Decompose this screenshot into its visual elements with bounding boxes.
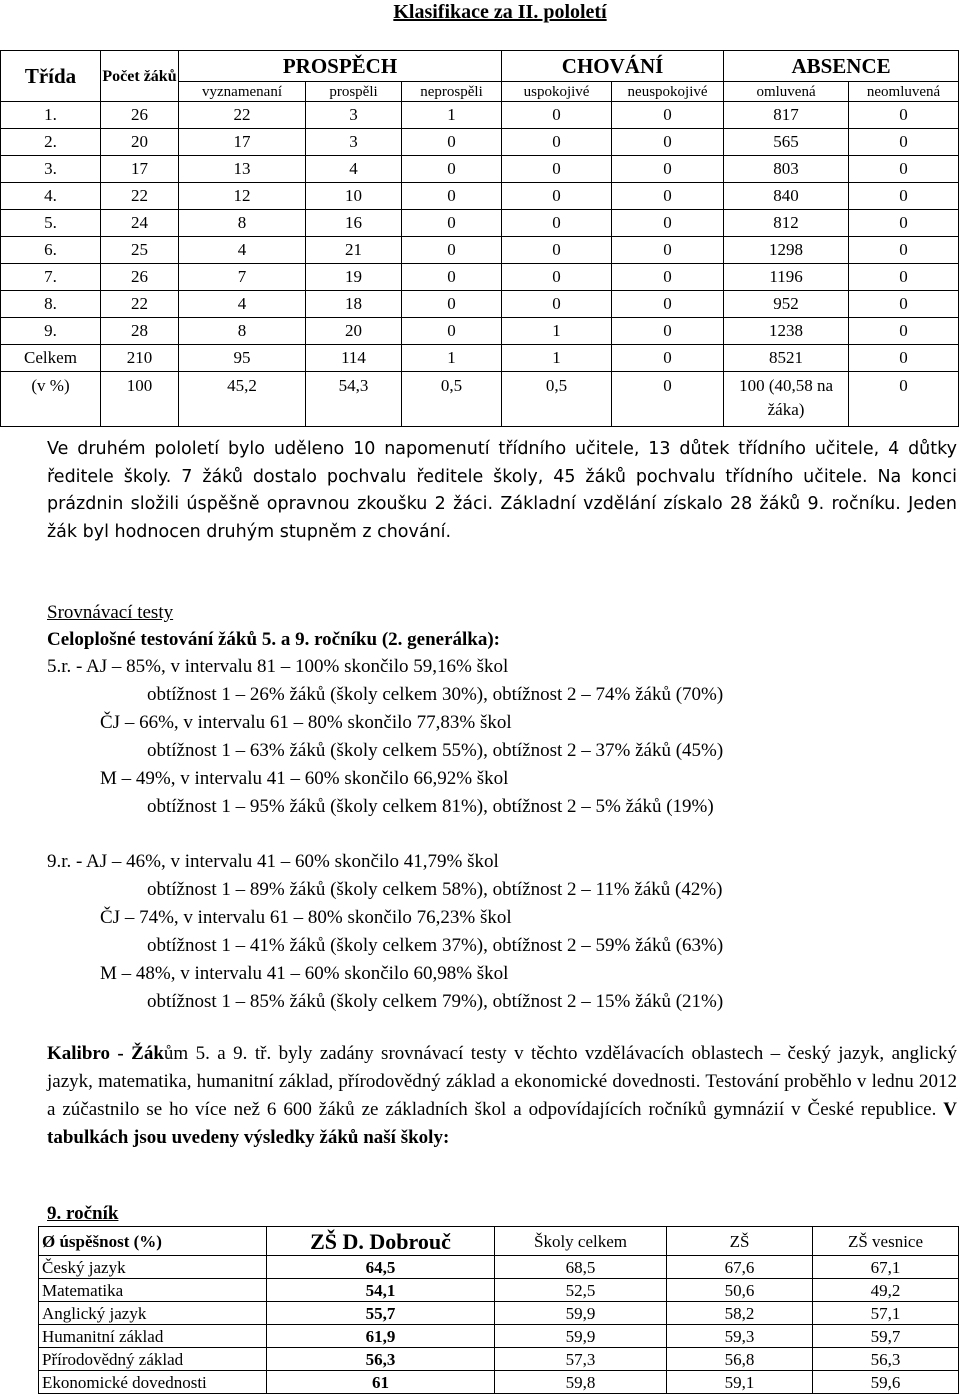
table-cell: 4 [179, 237, 306, 264]
table-cell: 0 [612, 156, 724, 183]
table-cell: 9. [1, 318, 101, 345]
results-subject: Anglický jazyk [39, 1302, 267, 1325]
kalibro-text: byly zadány srovnávací testy v těchto vzdělávacích oblastech – český jazyk, anglický jazyk, matematika, humanitní základ, přírodovědný základ a ekonomické dovednosti. Testování proběhlo v lednu 2012 a zúčastnilo se ho více než 6 600 žáků ze základních škol a odpovídajících ročníků gymnázií v České republice. [47, 1043, 957, 1120]
table-cell: 22 [101, 291, 179, 318]
table-cell: 0 [612, 345, 724, 372]
table-cell: 0 [612, 372, 724, 427]
table-cell: 25 [101, 237, 179, 264]
table-cell: 13 [179, 156, 306, 183]
results-subject: Český jazyk [39, 1256, 267, 1279]
header-chovani: CHOVÁNÍ [502, 51, 724, 82]
table-cell: 0 [502, 264, 612, 291]
table-cell: 0 [612, 129, 724, 156]
table-cell: 0 [612, 318, 724, 345]
r5-cj-detail: obtížnost 1 – 63% žáků (školy celkem 55%), obtížnost 2 – 37% žáků (45%) [147, 740, 724, 761]
r5-aj-detail: obtížnost 1 – 26% žáků (školy celkem 30%), obtížnost 2 – 74% žáků (70%) [147, 684, 724, 705]
table-cell: 0 [849, 156, 959, 183]
table-cell: 0,5 [402, 372, 502, 427]
results-subject: Humanitní základ [39, 1325, 267, 1348]
table-cell: 0 [849, 264, 959, 291]
table-cell: 0 [502, 210, 612, 237]
results-cell: 56,8 [667, 1348, 813, 1371]
table-cell: 4 [306, 156, 402, 183]
results-heading: 9. ročník [47, 1203, 119, 1224]
header-prospech: PROSPĚCH [179, 51, 502, 82]
table-cell: 8521 [724, 345, 849, 372]
results-cell: 67,1 [813, 1256, 959, 1279]
results-cell: 59,9 [495, 1325, 667, 1348]
table-cell: 0,5 [502, 372, 612, 427]
results-cell: 59,9 [495, 1302, 667, 1325]
table-cell: 1. [1, 102, 101, 129]
kalibro-lead-rest: ům 5. a 9. tř. [163, 1043, 272, 1064]
table-cell: 0 [612, 264, 724, 291]
r5-aj-line [47, 655, 508, 679]
table-cell: 95 [179, 345, 306, 372]
table-cell: 8 [179, 210, 306, 237]
results-cell: 68,5 [495, 1256, 667, 1279]
tests-heading: Srovnávací testy [47, 602, 174, 623]
table-row [1, 264, 959, 291]
results-cell: 52,5 [495, 1279, 667, 1302]
table-cell: 0 [849, 345, 959, 372]
results-row [39, 1302, 959, 1325]
r5-label: 5.r. [47, 656, 72, 677]
results-cell: 67,6 [667, 1256, 813, 1279]
table-row [1, 372, 959, 427]
table-cell: 0 [612, 102, 724, 129]
results-cell: 59,6 [813, 1371, 959, 1394]
table-row [1, 345, 959, 372]
table-cell: 45,2 [179, 372, 306, 427]
table-cell: 1298 [724, 237, 849, 264]
results-subject: Ekonomické dovednosti [39, 1371, 267, 1394]
kalibro-bold-end: V tabulkách jsou uvedeny výsledky žáků naší školy: [47, 1099, 957, 1148]
table-cell: 0 [402, 291, 502, 318]
table-cell: 840 [724, 183, 849, 210]
results-cell: 57,3 [495, 1348, 667, 1371]
results-cell: 58,2 [667, 1302, 813, 1325]
results-cell: 59,1 [667, 1371, 813, 1394]
results-table [38, 1226, 959, 1394]
table-cell: 0 [612, 183, 724, 210]
r9-aj-line [47, 850, 499, 874]
table-cell: 2. [1, 129, 101, 156]
table-cell: 952 [724, 291, 849, 318]
table-cell: 0 [402, 318, 502, 345]
table-cell: 0 [502, 237, 612, 264]
header-pocet: Počet žáků [101, 51, 179, 102]
table-cell: 20 [306, 318, 402, 345]
table-cell: 17 [179, 129, 306, 156]
table-cell: 10 [306, 183, 402, 210]
table-cell: 1 [402, 345, 502, 372]
table-cell: 24 [101, 210, 179, 237]
table-row [1, 156, 959, 183]
results-cell: 49,2 [813, 1279, 959, 1302]
header-absence: ABSENCE [724, 51, 959, 82]
table-cell: 1196 [724, 264, 849, 291]
table-cell: 0 [849, 372, 959, 427]
table-cell: 100 (40,58 na žáka) [724, 372, 849, 427]
table-cell: 22 [101, 183, 179, 210]
results-cell: 54,1 [267, 1279, 495, 1302]
kalibro-paragraph [47, 1040, 957, 1152]
header-neuspokojive: neuspokojivé [612, 82, 724, 102]
table-cell: 0 [849, 102, 959, 129]
table-cell: 1 [502, 345, 612, 372]
table-cell: 0 [849, 183, 959, 210]
table-cell: 54,3 [306, 372, 402, 427]
table-cell: 0 [849, 237, 959, 264]
table-cell: 0 [402, 237, 502, 264]
r9-label: 9.r. [47, 851, 72, 872]
table-cell: 12 [179, 183, 306, 210]
header-omluvena: omluvená [724, 82, 849, 102]
table-cell: 7. [1, 264, 101, 291]
header-neprospeli: neprospěli [402, 82, 502, 102]
results-row [39, 1325, 959, 1348]
table-cell: 22 [179, 102, 306, 129]
table-cell: 0 [849, 318, 959, 345]
table-row [1, 318, 959, 345]
table-cell: 0 [402, 210, 502, 237]
classification-table [0, 50, 959, 427]
table-cell: 8. [1, 291, 101, 318]
table-cell: 0 [849, 210, 959, 237]
table-cell: 100 [101, 372, 179, 427]
table-cell: 0 [612, 291, 724, 318]
header-prospeli: prospěli [306, 82, 402, 102]
table-cell: 6. [1, 237, 101, 264]
table-cell: 0 [849, 129, 959, 156]
table-cell: 4 [179, 291, 306, 318]
results-cell: 64,5 [267, 1256, 495, 1279]
results-header-school: ZŠ D. Dobrouč [267, 1227, 495, 1256]
table-row [1, 237, 959, 264]
r9-cj-detail: obtížnost 1 – 41% žáků (školy celkem 37%), obtížnost 2 – 59% žáků (63%) [147, 935, 724, 956]
table-cell: 1238 [724, 318, 849, 345]
table-cell: 0 [502, 291, 612, 318]
table-cell: 3 [306, 102, 402, 129]
table-cell: 0 [502, 129, 612, 156]
results-header-metric: Ø úspěšnost (%) [39, 1227, 267, 1256]
table-cell: 3. [1, 156, 101, 183]
header-trida: Třída [1, 51, 101, 102]
results-subject: Matematika [39, 1279, 267, 1302]
table-row [1, 210, 959, 237]
r5-aj: - AJ – 85%, v intervalu 81 – 100% skončilo 59,16% škol [76, 656, 509, 677]
classification-note: Ve druhém pololetí bylo uděleno 10 napomenutí třídního učitele, 13 důtek třídního učitele, 4 důtky ředitele školy. 7 žáků dostalo pochvalu ředitele školy, 45 žáků pochvalu třídního učitele. Na konci prázdnin složili úspěšně opravnou zkoušku 2 žáci. Základní vzdělání získalo 28 žáků 9. ročníku. Jeden žák byl hodnocen druhým stupněm z chování. [47, 439, 957, 542]
r5-m: M – 49%, v intervalu 41 – 60% skončilo 66,92% škol [100, 768, 509, 789]
tests-subheading: Celoplošné testování žáků 5. a 9. ročníku (2. generálka): [47, 629, 501, 650]
header-neomluvena: neomluvená [849, 82, 959, 102]
table-cell: 817 [724, 102, 849, 129]
results-cell: 59,8 [495, 1371, 667, 1394]
table-cell: 0 [402, 264, 502, 291]
header-uspokojive: uspokojivé [502, 82, 612, 102]
results-row [39, 1279, 959, 1302]
results-cell: 56,3 [813, 1348, 959, 1371]
results-cell: 57,1 [813, 1302, 959, 1325]
table-cell: 5. [1, 210, 101, 237]
results-header-all: Školy celkem [495, 1227, 667, 1256]
table-row [1, 291, 959, 318]
table-cell: 0 [502, 156, 612, 183]
table-cell: 565 [724, 129, 849, 156]
results-cell: 61 [267, 1371, 495, 1394]
table-cell: 16 [306, 210, 402, 237]
table-cell: 0 [402, 156, 502, 183]
table-cell: 1 [402, 102, 502, 129]
table-cell: 3 [306, 129, 402, 156]
results-row [39, 1256, 959, 1279]
table-cell: 20 [101, 129, 179, 156]
table-cell: Celkem [1, 345, 101, 372]
table-cell: 0 [402, 183, 502, 210]
table-cell: 18 [306, 291, 402, 318]
table-row [1, 183, 959, 210]
results-cell: 50,6 [667, 1279, 813, 1302]
table-cell: 17 [101, 156, 179, 183]
r9-m-detail: obtížnost 1 – 85% žáků (školy celkem 79%), obtížnost 2 – 15% žáků (21%) [147, 991, 724, 1012]
results-cell: 61,9 [267, 1325, 495, 1348]
table-row [1, 129, 959, 156]
header-vyznamenani: vyznamenaní [179, 82, 306, 102]
table-cell: 26 [101, 264, 179, 291]
r5-m-detail: obtížnost 1 – 95% žáků (školy celkem 81%), obtížnost 2 – 5% žáků (19%) [147, 796, 714, 817]
r9-aj: - AJ – 46%, v intervalu 41 – 60% skončilo 41,79% škol [76, 851, 499, 872]
table-cell: 19 [306, 264, 402, 291]
results-cell: 59,3 [667, 1325, 813, 1348]
table-cell: 8 [179, 318, 306, 345]
results-header-village: ZŠ vesnice [813, 1227, 959, 1256]
table-cell: 21 [306, 237, 402, 264]
table-cell: 114 [306, 345, 402, 372]
r9-cj: ČJ – 74%, v intervalu 61 – 80% skončilo 76,23% škol [100, 907, 512, 928]
table-cell: 812 [724, 210, 849, 237]
table-cell: 4. [1, 183, 101, 210]
table-row [1, 102, 959, 129]
r9-aj-detail: obtížnost 1 – 89% žáků (školy celkem 58%), obtížnost 2 – 11% žáků (42%) [147, 879, 723, 900]
table-cell: 0 [402, 129, 502, 156]
table-cell: 803 [724, 156, 849, 183]
results-subject: Přírodovědný základ [39, 1348, 267, 1371]
table-cell: 0 [502, 102, 612, 129]
r9-m: M – 48%, v intervalu 41 – 60% skončilo 60,98% škol [100, 963, 509, 984]
results-row [39, 1348, 959, 1371]
results-header-zs: ZŠ [667, 1227, 813, 1256]
results-cell: 56,3 [267, 1348, 495, 1371]
kalibro-lead: Kalibro - Žák [47, 1043, 164, 1064]
table-cell: 1 [502, 318, 612, 345]
table-cell: 0 [502, 183, 612, 210]
table-cell: 28 [101, 318, 179, 345]
table-cell: 0 [612, 210, 724, 237]
results-cell: 59,7 [813, 1325, 959, 1348]
results-cell: 55,7 [267, 1302, 495, 1325]
page-title: Klasifikace za II. pololetí [393, 1, 607, 23]
table-cell: 26 [101, 102, 179, 129]
table-cell: 0 [612, 237, 724, 264]
table-cell: (v %) [1, 372, 101, 427]
table-cell: 210 [101, 345, 179, 372]
r5-cj: ČJ – 66%, v intervalu 61 – 80% skončilo 77,83% škol [100, 712, 512, 733]
table-cell: 7 [179, 264, 306, 291]
table-cell: 0 [849, 291, 959, 318]
results-row [39, 1371, 959, 1394]
